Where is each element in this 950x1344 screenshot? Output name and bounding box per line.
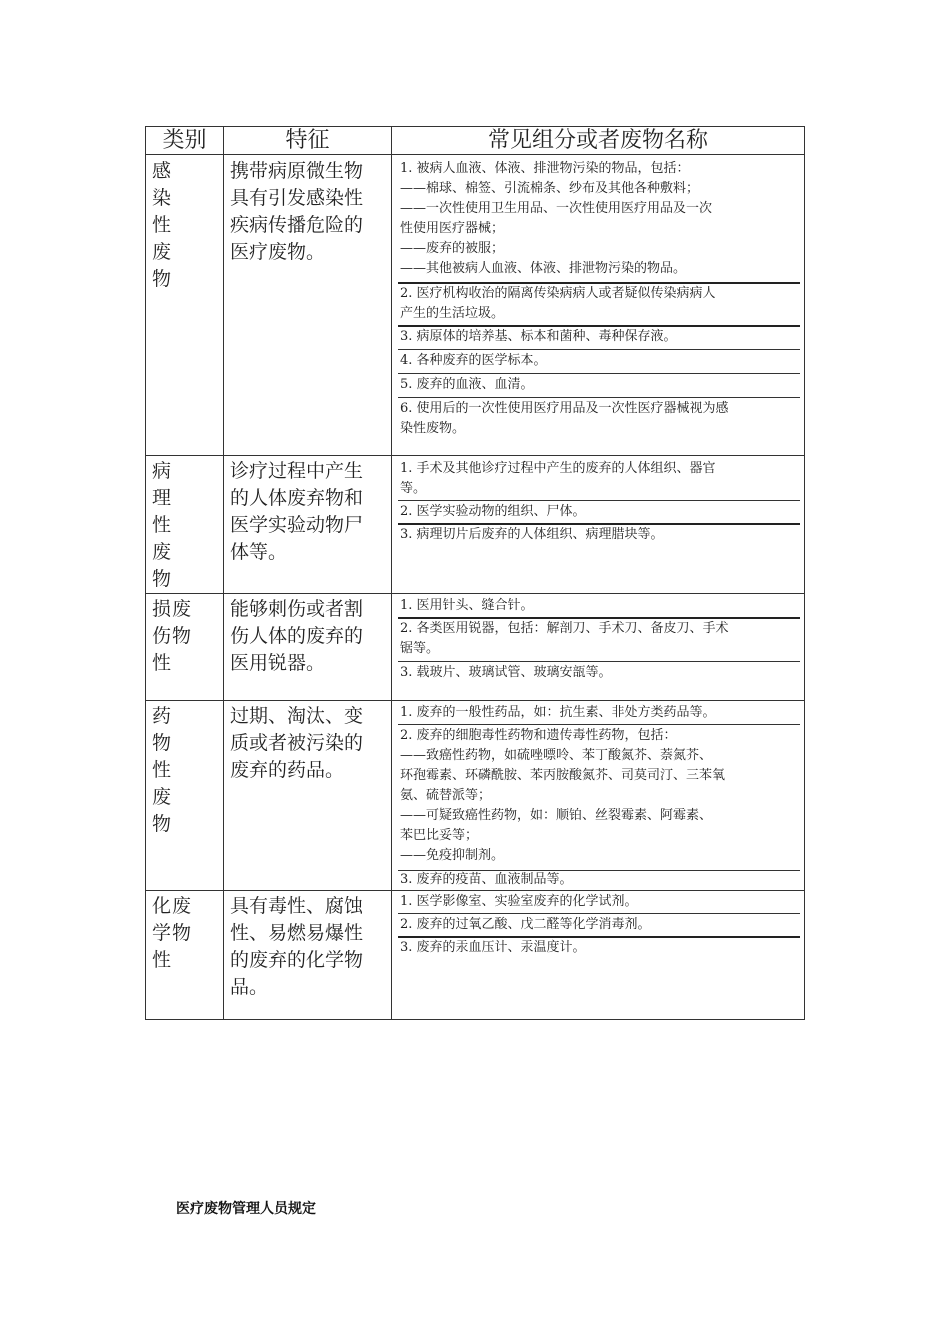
item-divider [398, 373, 800, 374]
column-divider [223, 127, 224, 1019]
item-divider [398, 397, 800, 398]
list-item: 1. 手术及其他诊疗过程中产生的废弃的人体组织、器官 等。 [400, 461, 716, 496]
feature-pharmaceutical: 过期、淘汰、变 质或者被污染的 废弃的药品。 [230, 705, 364, 781]
list-item: 1. 被病人血液、体液、排泄物污染的物品，包括： ——棉球、棉签、引流棉条、纱布及其他各种敷料； ——一次性使用卫生用品、一次性使用医疗用品及一次 性使用医疗器械； ——废弃的被服； ——其他被病人血液、体液、排泄物污染的物品。 [400, 161, 713, 276]
item-divider [398, 661, 800, 662]
item-divider [398, 500, 800, 501]
category-pathological: 病 理 性 废 物 [152, 460, 173, 590]
list-item: 2. 废弃的过氧乙酸、戊二醛等化学消毒剂。 [400, 917, 651, 932]
list-item: 2. 医疗机构收治的隔离传染病病人或者疑似传染病病人 产生的生活垃圾。 [400, 286, 716, 321]
item-divider [398, 724, 800, 725]
item-divider [398, 913, 800, 914]
header-category: 类别 [162, 128, 207, 153]
header-feature: 特征 [285, 128, 330, 153]
list-item: 1. 医学影像室、实验室废弃的化学试剂。 [400, 894, 638, 909]
list-item: 3. 病理切片后废弃的人体组织、病理腊块等。 [400, 527, 664, 542]
feature-infectious: 携带病原微生物 具有引发感染性 疾病传播危险的 医疗废物。 [230, 160, 364, 263]
medical-waste-classification-table [145, 126, 805, 1020]
category-sharps: 损废 伤物 性 [152, 598, 193, 674]
list-item: 1. 医用针头、缝合针。 [400, 598, 534, 613]
feature-chemical: 具有毒性、腐蚀 性、易燃易爆性 的废弃的化学物 品。 [230, 895, 364, 998]
list-item: 3. 废弃的疫苗、血液制品等。 [400, 872, 573, 887]
feature-pathological: 诊疗过程中产生 的人体废弃物和 医学实验动物尸 体等。 [230, 460, 364, 563]
list-item: 2. 各类医用锐器，包括：解剖刀、手术刀、备皮刀、手术 锯等。 [400, 621, 729, 656]
row-divider [146, 890, 804, 891]
list-item: 3. 废弃的汞血压计、汞温度计。 [400, 940, 586, 955]
list-item: 2. 废弃的细胞毒性药物和遗传毒性药物，包括： ——致癌性药物，如硫唑嘌呤、苯丁酸氮芥、萘氮芥、 环孢霉素、环磷酰胺、苯丙胺酸氮芥、司莫司汀、三苯氧 氨、硫替派等； ——可疑致癌性药物，如：顺铂、丝裂霉素、阿霉素、 苯巴比妥等； ——免疫抑制剂。 [400, 728, 726, 863]
category-chemical: 化废 学物 性 [152, 895, 193, 971]
column-divider [391, 127, 392, 1019]
header-divider [146, 154, 804, 155]
row-divider [146, 700, 804, 701]
list-item: 1. 废弃的一般性药品，如：抗生素、非处方类药品等。 [400, 705, 716, 720]
item-divider [398, 349, 800, 350]
list-item: 5. 废弃的血液、血清。 [400, 377, 534, 392]
feature-sharps: 能够刺伤或者割 伤人体的废弃的 医用锐器。 [230, 598, 364, 674]
list-item: 4. 各种废弃的医学标本。 [400, 353, 547, 368]
category-pharmaceutical: 药 物 性 废 物 [152, 705, 173, 835]
row-divider [146, 455, 804, 456]
list-item: 6. 使用后的一次性使用医疗用品及一次性医疗器械视为感 染性废物。 [400, 401, 729, 436]
category-infectious: 感 染 性 废 物 [152, 160, 173, 290]
header-components: 常见组分或者废物名称 [487, 128, 708, 153]
section-heading: 医疗废物管理人员规定 [176, 1201, 316, 1217]
list-item: 2. 医学实验动物的组织、尸体。 [400, 504, 586, 519]
row-divider [146, 593, 804, 594]
list-item: 3. 病原体的培养基、标本和菌种、毒种保存液。 [400, 329, 677, 344]
list-item: 3. 载玻片、玻璃试管、玻璃安瓿等。 [400, 665, 612, 680]
